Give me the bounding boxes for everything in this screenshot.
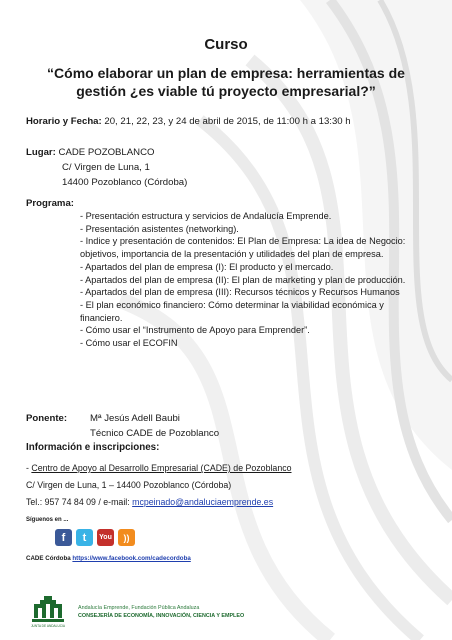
footer-line-1: Andalucía Emprende, Fundación Pública Andaluza bbox=[78, 605, 200, 611]
location-block bbox=[26, 145, 187, 190]
location-line-1: CADE POZOBLANCO bbox=[58, 147, 155, 158]
program-item: - Cómo usar el “Instrumento de Apoyo para Emprender”. bbox=[80, 325, 310, 336]
info-contact-line bbox=[26, 494, 292, 511]
info-block bbox=[26, 460, 292, 511]
facebook-icon[interactable]: f bbox=[55, 529, 72, 546]
youtube-icon[interactable]: You bbox=[97, 529, 114, 546]
program-list bbox=[80, 210, 410, 350]
rss-icon[interactable]: )) bbox=[118, 529, 135, 546]
cade-center-link[interactable]: Centro de Apoyo al Desarrollo Empresarial (CADE) de Pozoblanco bbox=[31, 463, 292, 473]
location-line-3: 14400 Pozoblanco (Córdoba) bbox=[62, 177, 188, 188]
schedule-value: 20, 21, 22, 23, y 24 de abril de 2015, de 11:00 h a 13:30 h bbox=[104, 116, 351, 127]
speaker-label: Ponente: bbox=[26, 413, 68, 424]
twitter-icon[interactable]: t bbox=[76, 529, 93, 546]
program-item: - Presentación estructura y servicios de Andalucía Emprende. bbox=[80, 211, 332, 221]
follow-us-label: Síguenos en ... bbox=[26, 517, 69, 523]
page-title: Curso bbox=[204, 36, 248, 53]
logo-caption: JUNTA DE ANDALUCIA bbox=[30, 624, 66, 628]
course-subtitle: “Cómo elaborar un plan de empresa: herramientas de gestión ¿es viable tú proyecto empresarial?” bbox=[47, 65, 405, 99]
social-icons bbox=[55, 529, 135, 546]
cade-facebook-line bbox=[26, 555, 191, 562]
speaker-name: Mª Jesús Adell Baubi bbox=[90, 413, 180, 424]
program-item: - El plan económico financiero: Cómo determinar la viabilidad económica y financiero. bbox=[80, 299, 384, 323]
footer-text bbox=[78, 604, 244, 620]
footer-line-2: CONSEJERÍA DE ECONOMÍA, INNOVACIÓN, CIENCIA Y EMPLEO bbox=[78, 613, 245, 619]
program-item: - Apartados del plan de empresa (II): El plan de marketing y plan de producción. bbox=[80, 274, 406, 285]
program-item: - Cómo usar el ECOFIN bbox=[80, 338, 178, 349]
location-line-2: C/ Virgen de Luna, 1 bbox=[62, 162, 150, 173]
info-tel: Tel.: 957 74 84 09 / e-mail: bbox=[26, 497, 133, 507]
email-link[interactable]: mcpeinado@andaluciaemprende.es bbox=[132, 497, 274, 507]
program-item: - Apartados del plan de empresa (III): Recursos técnicos y Recursos Humanos bbox=[80, 287, 400, 298]
location-label: Lugar: bbox=[26, 147, 56, 158]
junta-andalucia-logo bbox=[28, 588, 68, 628]
info-center-line bbox=[26, 460, 292, 477]
speaker-role: Técnico CADE de Pozoblanco bbox=[90, 428, 220, 439]
program-item: - Indice y presentación de contenidos: El Plan de Empresa: La idea de Negocio: objetivos, importancia de la presentación y utilidades del plan de empresa. bbox=[80, 236, 406, 260]
schedule-label: Horario y Fecha: bbox=[26, 116, 102, 127]
cade-facebook-link[interactable]: https://www.facebook.com/cadecordoba bbox=[72, 555, 191, 562]
schedule-row bbox=[26, 116, 351, 127]
program-label: Programa: bbox=[26, 198, 74, 209]
cade-facebook-label: CADE Córdoba bbox=[26, 555, 73, 562]
program-item: - Presentación asistentes (networking). bbox=[80, 223, 239, 234]
program-item: - Apartados del plan de empresa (I): El producto y el mercado. bbox=[80, 261, 334, 272]
info-dash: - bbox=[26, 463, 32, 473]
info-label: Información e inscripciones: bbox=[26, 442, 160, 453]
speaker-block bbox=[26, 411, 220, 439]
info-address: C/ Virgen de Luna, 1 – 14400 Pozoblanco (Córdoba) bbox=[26, 480, 232, 490]
